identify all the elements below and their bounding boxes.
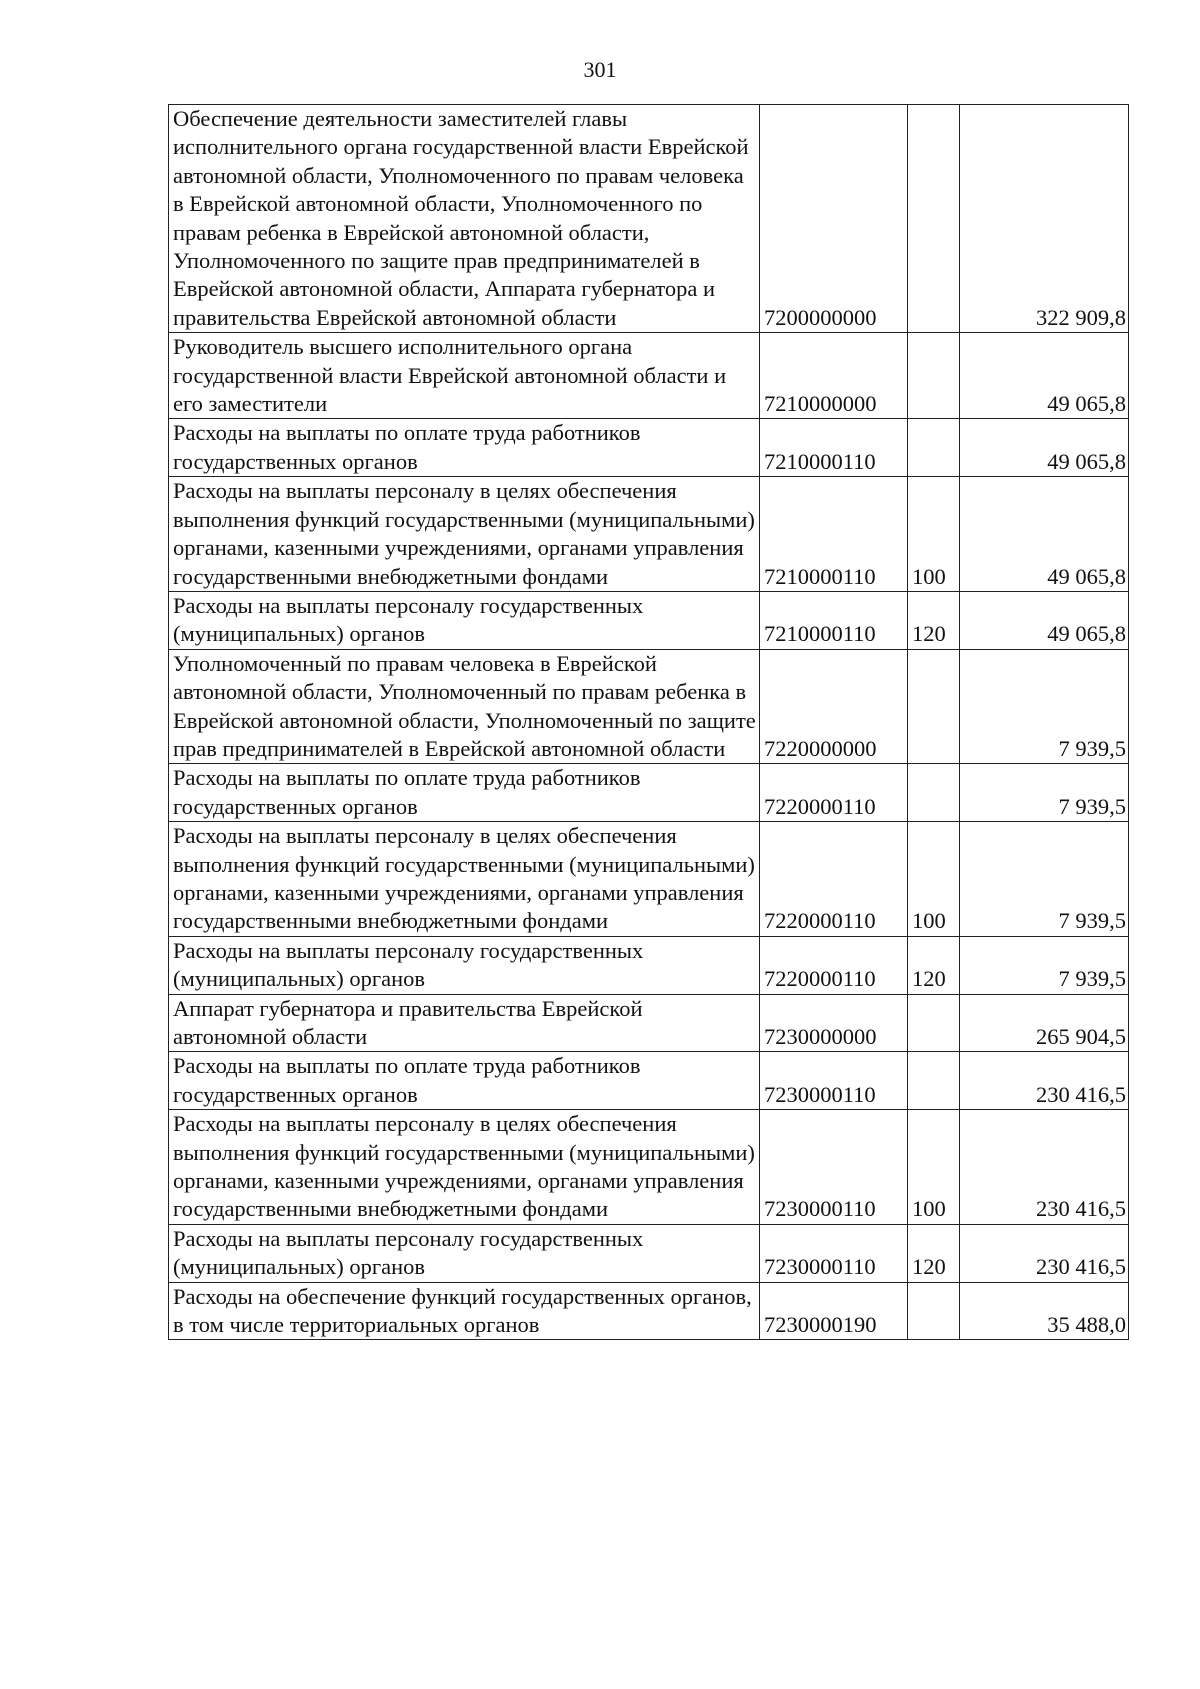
row-type: 100 [908,1110,960,1225]
row-type [908,419,960,477]
row-code: 7230000110 [760,1224,908,1282]
row-type [908,333,960,419]
row-type: 120 [908,936,960,994]
row-name: Расходы на выплаты персоналу государственных (муниципальных) органов [169,591,760,649]
row-name: Расходы на выплаты по оплате труда работников государственных органов [169,419,760,477]
row-name: Расходы на выплаты персоналу государственных (муниципальных) органов [169,936,760,994]
row-sum: 7 939,5 [960,764,1129,822]
table-row [169,1224,1129,1282]
row-type [908,994,960,1052]
table-row [169,591,1129,649]
table-row [169,477,1129,592]
row-code: 7220000110 [760,936,908,994]
row-name: Расходы на выплаты персоналу в целях обеспечения выполнения функций государственными (муниципальными) органами, казенными учреждениями, органами управления государственными внебюджетными фондами [169,1110,760,1225]
row-sum: 230 416,5 [960,1224,1129,1282]
row-type [908,649,960,764]
row-sum: 230 416,5 [960,1052,1129,1110]
row-code: 7210000110 [760,591,908,649]
row-code: 7220000110 [760,822,908,937]
row-type: 120 [908,1224,960,1282]
row-name: Обеспечение деятельности заместителей главы исполнительного органа государственной власти Еврейской автономной области, Уполномоченного по правам человека в Еврейской автономной области, Уполномоченного по правам ребенка в Еврейской автономной области, Уполномоченного по защите прав предпринимателей в Еврейской автономной области, Аппарата губернатора и правительства Еврейской автономной области [169,105,760,333]
row-sum: 49 065,8 [960,419,1129,477]
table-row [169,419,1129,477]
row-type: 100 [908,822,960,937]
row-sum: 35 488,0 [960,1282,1129,1340]
row-name: Руководитель высшего исполнительного органа государственной власти Еврейской автономной области и его заместители [169,333,760,419]
table-row [169,105,1129,333]
table-row [169,764,1129,822]
row-name: Расходы на выплаты персоналу государственных (муниципальных) органов [169,1224,760,1282]
row-sum: 322 909,8 [960,105,1129,333]
table-row [169,333,1129,419]
row-type [908,764,960,822]
row-code: 7220000110 [760,764,908,822]
row-sum: 230 416,5 [960,1110,1129,1225]
row-type [908,1052,960,1110]
table-row [169,1110,1129,1225]
budget-table [168,104,1129,1340]
row-code: 7230000110 [760,1052,908,1110]
row-name: Расходы на выплаты персоналу в целях обеспечения выполнения функций государственными (муниципальными) органами, казенными учреждениями, органами управления государственными внебюджетными фондами [169,822,760,937]
row-name: Аппарат губернатора и правительства Еврейской автономной области [169,994,760,1052]
row-sum: 49 065,8 [960,333,1129,419]
row-name: Расходы на выплаты по оплате труда работников государственных органов [169,764,760,822]
row-type [908,1282,960,1340]
row-code: 7210000110 [760,419,908,477]
table-row [169,649,1129,764]
row-code: 7230000000 [760,994,908,1052]
table-row [169,936,1129,994]
row-type: 100 [908,477,960,592]
row-type [908,105,960,333]
row-sum: 49 065,8 [960,477,1129,592]
row-sum: 7 939,5 [960,822,1129,937]
row-sum: 265 904,5 [960,994,1129,1052]
row-name: Расходы на выплаты по оплате труда работников государственных органов [169,1052,760,1110]
row-name: Уполномоченный по правам человека в Еврейской автономной области, Уполномоченный по правам ребенка в Еврейской автономной области, Уполномоченный по защите прав предпринимателей в Еврейской автономной области [169,649,760,764]
row-sum: 7 939,5 [960,936,1129,994]
row-code: 7220000000 [760,649,908,764]
row-code: 7210000000 [760,333,908,419]
row-code: 7210000110 [760,477,908,592]
row-name: Расходы на выплаты персоналу в целях обеспечения выполнения функций государственными (муниципальными) органами, казенными учреждениями, органами управления государственными внебюджетными фондами [169,477,760,592]
row-type: 120 [908,591,960,649]
row-sum: 7 939,5 [960,649,1129,764]
table-row [169,1052,1129,1110]
page-number: 301 [583,57,617,82]
row-code: 7230000110 [760,1110,908,1225]
table-row [169,1282,1129,1340]
row-code: 7200000000 [760,105,908,333]
row-sum: 49 065,8 [960,591,1129,649]
table-row [169,822,1129,937]
row-name: Расходы на обеспечение функций государственных органов, в том числе территориальных органов [169,1282,760,1340]
row-code: 7230000190 [760,1282,908,1340]
table-row [169,994,1129,1052]
